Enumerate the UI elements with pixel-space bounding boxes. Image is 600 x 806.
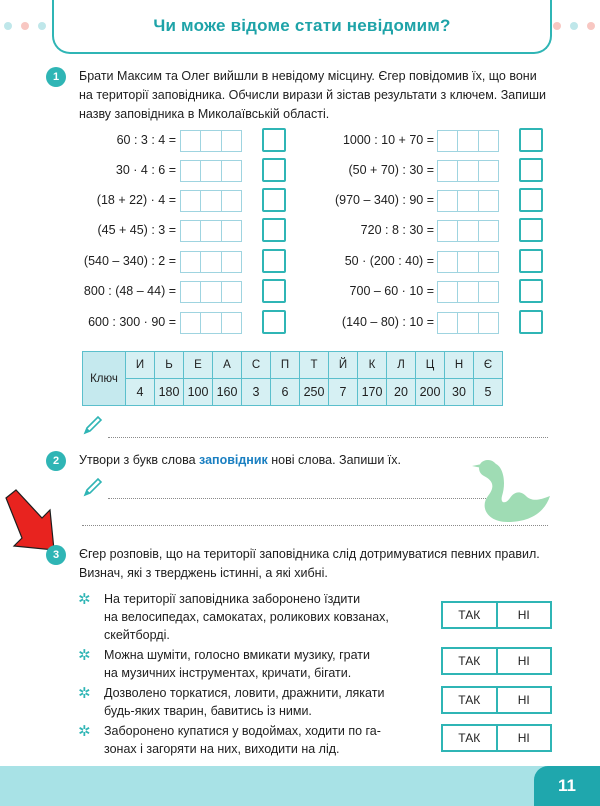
answer-line[interactable] <box>108 498 488 499</box>
true-false-choice <box>441 724 552 752</box>
false-option[interactable]: НІ <box>517 693 530 707</box>
key-letter: Ь <box>155 352 184 379</box>
letter-box[interactable] <box>262 128 286 152</box>
key-number: 5 <box>474 379 503 406</box>
key-letter: Т <box>300 352 329 379</box>
key-number: 4 <box>126 379 155 406</box>
true-false-choice <box>441 647 552 675</box>
expression-right: 700 – 60 · 10 = <box>349 284 434 298</box>
key-number: 180 <box>155 379 184 406</box>
task-2-number: 2 <box>46 451 66 471</box>
statement-line: будь-яких тварин, бавитись із ними. <box>104 704 312 718</box>
title-banner <box>52 0 552 54</box>
true-option[interactable]: ТАК <box>443 688 498 712</box>
key-number: 6 <box>271 379 300 406</box>
statement-line: Заборонено купатися у водоймах, ходити по га- <box>104 724 381 738</box>
expression-left: (45 + 45) : 3 = <box>97 223 176 237</box>
statement-line: скейтборді. <box>104 628 170 642</box>
answer-cells[interactable] <box>437 130 499 152</box>
answer-cells[interactable] <box>180 220 242 242</box>
false-option[interactable]: НІ <box>517 731 530 745</box>
expression-left: 60 : 3 : 4 = <box>116 133 176 147</box>
key-number: 100 <box>184 379 213 406</box>
answer-cells[interactable] <box>180 190 242 212</box>
key-letter: К <box>358 352 387 379</box>
true-option[interactable]: ТАК <box>443 649 498 673</box>
letter-box[interactable] <box>262 310 286 334</box>
letter-box[interactable] <box>519 310 543 334</box>
task-2-keyword: заповідник <box>199 453 268 467</box>
key-letter: Ц <box>416 352 445 379</box>
expression-right: (140 – 80) : 10 = <box>341 315 434 329</box>
key-letter: Л <box>387 352 416 379</box>
key-table <box>82 351 503 406</box>
decor-dots-right <box>553 22 600 32</box>
true-false-choice <box>441 601 552 629</box>
key-letter: Е <box>184 352 213 379</box>
task-1-number: 1 <box>46 67 66 87</box>
footer-bar <box>0 766 600 806</box>
false-option[interactable]: НІ <box>517 608 530 622</box>
expression-right: 1000 : 10 + 70 = <box>342 133 434 147</box>
task-2-text-before: Утвори з букв слова <box>79 453 200 467</box>
key-letter: А <box>213 352 242 379</box>
letter-box[interactable] <box>262 158 286 182</box>
task-3-text <box>79 545 589 583</box>
expression-left: (540 – 340) : 2 = <box>83 254 176 268</box>
pencil-icon <box>82 476 104 498</box>
statement-line: зонах і загоряти на них, виходити на лід. <box>104 742 340 756</box>
task-1-text <box>79 67 579 124</box>
key-number: 200 <box>416 379 445 406</box>
page-title: Чи може відоме стати невідомим? <box>153 16 451 35</box>
false-option[interactable]: НІ <box>517 654 530 668</box>
key-letter: Є <box>474 352 503 379</box>
answer-line[interactable] <box>108 437 548 438</box>
answer-cells[interactable] <box>437 190 499 212</box>
task-2-text-after: нові слова. Запиши їх. <box>267 453 401 467</box>
task-2-text <box>79 451 401 470</box>
statement-line: Дозволено торкатися, ловити, дражнити, лякати <box>104 686 385 700</box>
key-number: 7 <box>329 379 358 406</box>
true-false-choice <box>441 686 552 714</box>
expression-left: 800 : (48 – 44) = <box>83 284 176 298</box>
key-letter: С <box>242 352 271 379</box>
expression-right: 720 : 8 : 30 = <box>360 223 434 237</box>
answer-cells[interactable] <box>180 312 242 334</box>
answer-cells[interactable] <box>180 281 242 303</box>
statement-text <box>104 722 434 758</box>
answer-cells[interactable] <box>180 251 242 273</box>
letter-box[interactable] <box>262 188 286 212</box>
expression-left: (18 + 22) · 4 = <box>96 193 176 207</box>
letter-box[interactable] <box>262 218 286 242</box>
true-option[interactable]: ТАК <box>443 603 498 627</box>
key-letter: П <box>271 352 300 379</box>
statement-text <box>104 590 434 644</box>
answer-cells[interactable] <box>180 160 242 182</box>
red-arrow-icon <box>2 488 58 554</box>
key-number: 3 <box>242 379 271 406</box>
answer-cells[interactable] <box>437 220 499 242</box>
key-label: Ключ <box>83 352 126 406</box>
task-3-number: 3 <box>46 545 66 565</box>
expression-left: 30 · 4 : 6 = <box>115 163 176 177</box>
key-number: 160 <box>213 379 242 406</box>
task-3-line: Єгер розповів, що на території заповідника слід дотримуватися певних правил. <box>79 547 540 561</box>
expression-left: 600 : 300 · 90 = <box>88 315 176 329</box>
answer-cells[interactable] <box>437 312 499 334</box>
key-number: 250 <box>300 379 329 406</box>
sun-bullet-icon: ✲ <box>78 591 91 608</box>
statement-text <box>104 646 434 682</box>
task-1-line: Брати Максим та Олег вийшли в невідому місцину. Єгер повідомив їх, що вони <box>79 69 537 83</box>
task-1-line: назву заповідника в Миколаївській області. <box>79 107 330 121</box>
answer-cells[interactable] <box>437 281 499 303</box>
task-3-line: Визнач, які з тверджень істинні, а які хибні. <box>79 566 328 580</box>
task-1-line: на території заповідника. Обчисли вирази й зістав результати з ключем. Запиши <box>79 88 546 102</box>
pencil-icon <box>82 414 104 436</box>
sun-bullet-icon: ✲ <box>78 723 91 740</box>
statement-line: На території заповідника заборонено їздити <box>104 592 361 606</box>
statement-line: на велосипедах, самокатах, роликових ковзанах, <box>104 610 389 624</box>
true-option[interactable]: ТАК <box>443 726 498 750</box>
expression-right: (50 + 70) : 30 = <box>348 163 434 177</box>
statement-line: Можна шуміти, голосно вмикати музику, грати <box>104 648 370 662</box>
sun-bullet-icon: ✲ <box>78 685 91 702</box>
letter-box[interactable] <box>519 158 543 182</box>
expression-right: 50 · (200 : 40) = <box>344 254 434 268</box>
key-number: 30 <box>445 379 474 406</box>
key-number: 20 <box>387 379 416 406</box>
expression-right: (970 – 340) : 90 = <box>334 193 434 207</box>
statement-text <box>104 684 434 720</box>
sun-bullet-icon: ✲ <box>78 647 91 664</box>
letter-box[interactable] <box>519 128 543 152</box>
letter-box[interactable] <box>262 279 286 303</box>
answer-cells[interactable] <box>437 160 499 182</box>
key-number: 170 <box>358 379 387 406</box>
letter-box[interactable] <box>519 249 543 273</box>
swan-icon <box>470 456 554 528</box>
letter-box[interactable] <box>519 188 543 212</box>
page-number: 11 <box>534 766 600 806</box>
letter-box[interactable] <box>262 249 286 273</box>
letter-box[interactable] <box>519 279 543 303</box>
letter-box[interactable] <box>519 218 543 242</box>
key-letter: Й <box>329 352 358 379</box>
statement-line: на музичних інструментах, кричати, бігати. <box>104 666 352 680</box>
answer-cells[interactable] <box>437 251 499 273</box>
key-letter: Н <box>445 352 474 379</box>
key-letter: И <box>126 352 155 379</box>
answer-cells[interactable] <box>180 130 242 152</box>
